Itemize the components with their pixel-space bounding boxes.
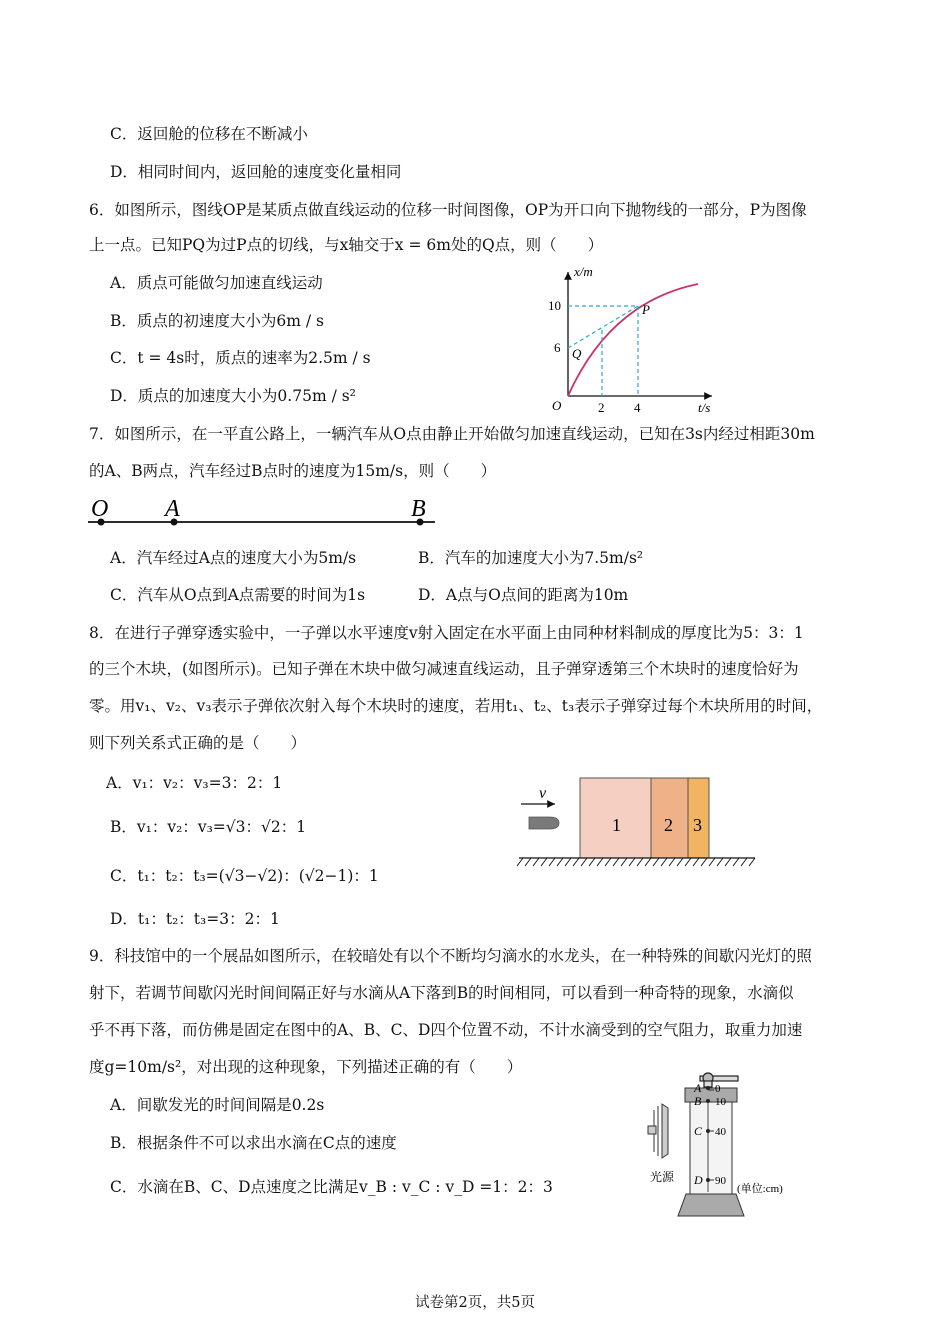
q9-light-source-label: 光源 (650, 1170, 675, 1184)
q9-option-c: C．水滴在B、C、D点速度之比满足v_B : v_C : v_D =1：2：3 (110, 1178, 553, 1196)
q7-label-a: A (165, 496, 180, 522)
q7-option-a: A．汽车经过A点的速度大小为5m/s (110, 549, 357, 567)
q7-label-o: O (91, 496, 109, 522)
q9-option-b: B．根据条件不可以求出水滴在C点的速度 (110, 1134, 397, 1152)
q9-tick-40: 40 (715, 1126, 726, 1138)
q6-option-a: A．质点可能做匀加速直线运动 (110, 274, 323, 292)
q9-label-b: B (694, 1094, 702, 1108)
q9-tick-90: 90 (715, 1175, 726, 1187)
q7-road-diagram (85, 493, 445, 533)
q8-block-1-label: 1 (612, 815, 621, 835)
q8-stem-line2: 的三个木块，(如图所示)。已知子弹在木块中做匀减速直线运动，且子弹穿透第三个木块时的速度恰好为 (89, 660, 799, 678)
q6-x-tick-4: 4 (634, 400, 641, 415)
q6-x-tick-2: 2 (598, 400, 605, 415)
q8-stem-line4: 则下列关系式正确的是（ ） (89, 734, 307, 752)
q8-block-2-label: 2 (664, 815, 673, 835)
q8-option-d: D．t₁：t₂：t₃=3：2：1 (110, 910, 280, 928)
option-5c: C．返回舱的位移在不断减小 (110, 125, 308, 143)
lamp-icon (648, 1104, 668, 1158)
q8-option-c: C．t₁：t₂：t₃=(√3−√2)：(√2−1)：1 (110, 867, 379, 885)
q7-stem-line2: 的A、B两点，汽车经过B点时的速度为15m/s，则（ ） (89, 462, 497, 480)
q9-stem-line2: 射下，若调节间歇闪光时间间隔正好与水滴从A下落到B的时间相同，可以看到一种奇特的现象，水滴似 (89, 984, 794, 1002)
q6-y-tick-10: 10 (548, 298, 561, 313)
q6-y-axis-label: x/m (574, 264, 593, 279)
q7-stem-line1: 7．如图所示，在一平直公路上，一辆汽车从O点由静止开始做匀加速直线运动，已知在3s内经过相距30m (89, 425, 815, 443)
q8-v-label: v (539, 785, 547, 802)
q6-point-q-label: Q (572, 346, 582, 361)
q6-xt-graph (540, 262, 730, 417)
q9-unit-label: (单位:cm) (737, 1183, 783, 1195)
q6-tangent-pq (568, 306, 638, 348)
q6-x-axis-label: t/s (698, 400, 711, 415)
q7-option-b: B．汽车的加速度大小为7.5m/s² (418, 549, 644, 567)
q6-option-b: B．质点的初速度大小为6m / s (110, 312, 324, 330)
q6-stem-line1: 6．如图所示，图线OP是某质点做直线运动的位移一时间图像，OP为开口向下抛物线的一部分，P为图像 (89, 201, 807, 219)
q6-point-p-label: P (642, 302, 650, 317)
q9-label-a: A (694, 1081, 702, 1095)
page-footer: 试卷第2页，共5页 (415, 1295, 535, 1311)
q9-label-c: C (694, 1124, 703, 1138)
option-5d: D．相同时间内，返回舱的速度变化量相同 (110, 163, 402, 181)
q9-label-d: D (694, 1173, 703, 1187)
q6-option-c: C．t = 4s时，质点的速率为2.5m / s (110, 349, 371, 367)
q9-stem-line3: 乎不再下落，而仿佛是固定在图中的A、B、C、D四个位置不动，不计水滴受到的空气阻力，取重力加速 (89, 1021, 803, 1039)
q9-tick-0: 0 (715, 1083, 721, 1095)
q7-label-b: B (411, 496, 426, 522)
q7-option-d: D．A点与O点间的距离为10m (418, 586, 629, 604)
q8-option-a: A．v₁：v₂：v₃=3：2：1 (106, 774, 283, 792)
q6-origin-label: O (552, 398, 562, 413)
q9-option-a: A．间歇发光的时间间隔是0.2s (110, 1096, 325, 1114)
q6-option-d: D．质点的加速度大小为0.75m / s² (110, 387, 356, 405)
q9-dripping-tap-figure (640, 1070, 820, 1218)
q8-block-3-label: 3 (693, 815, 702, 835)
q9-stem-line4: 度g=10m/s²，对出现的这种现象，下列描述正确的有（ ） (89, 1058, 523, 1076)
q8-stem-line3: 零。用v₁、v₂、v₃表示子弹依次射入每个木块时的速度，若用t₁、t₂、t₃表示子弹穿过每个木块所用的时间， (89, 697, 823, 715)
q9-drop-a (706, 1086, 710, 1090)
q8-ground-hatch (517, 858, 755, 866)
q9-tick-10: 10 (715, 1096, 726, 1108)
q9-base (678, 1194, 744, 1216)
q6-stem-line2: 上一点。已知PQ为过P点的切线，与x轴交于x = 6m处的Q点，则（ ） (89, 236, 604, 254)
q7-option-c: C．汽车从O点到A点需要的时间为1s (110, 586, 366, 604)
q6-y-tick-6: 6 (554, 340, 561, 355)
q8-bullet-blocks-diagram (515, 772, 775, 872)
q6-curve-op (568, 284, 698, 396)
q8-bullet (529, 817, 559, 829)
q8-stem-line1: 8．在进行子弹穿透实验中，一子弹以水平速度v射入固定在水平面上由同种材料制成的厚度比为5：3：1 (89, 624, 804, 642)
q8-option-b: B．v₁：v₂：v₃=√3：√2：1 (110, 818, 307, 836)
q9-stem-line1: 9．科技馆中的一个展品如图所示，在较暗处有以个不断均匀滴水的水龙头，在一种特殊的间歇闪光灯的照 (89, 947, 812, 965)
